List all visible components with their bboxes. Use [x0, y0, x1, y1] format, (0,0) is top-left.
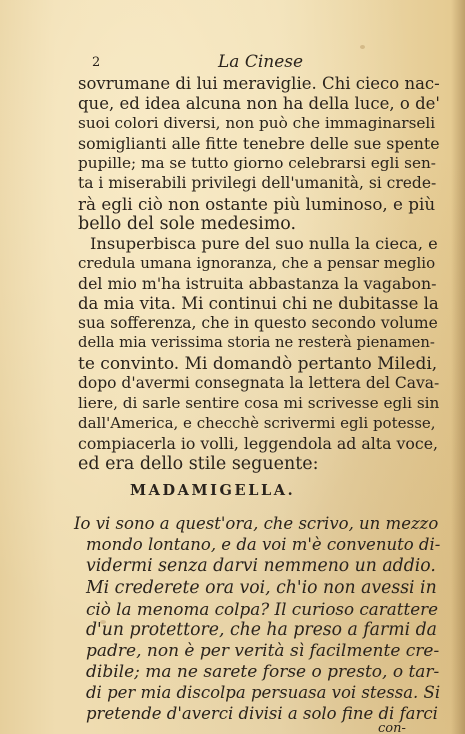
text-line: suoi colori diversi, non può che immaginarseli	[78, 114, 436, 132]
text-line: que, ed idea alcuna non ha della luce, o de'	[78, 94, 440, 113]
text-line: della mia verissima storia ne resterà pienamen-	[78, 334, 435, 351]
foxing-spot	[360, 45, 365, 49]
page-edge-shadow	[451, 0, 465, 734]
text-line: somiglianti alle fitte tenebre delle sue spente	[78, 134, 440, 153]
text-line: del mio m'ha istruita abbastanza la vagabon-	[78, 274, 437, 293]
letter-line: Mi crederete ora voi, ch'io non avessi in	[86, 578, 437, 598]
letter-line: mondo lontano, e da voi m'è convenuto di-	[86, 535, 441, 554]
text-line: dall'America, e checchè scrivermi egli potesse,	[78, 414, 436, 432]
text-line: rà egli ciò non ostante più luminoso, e più	[78, 194, 436, 214]
text-line: pupille; ma se tutto giorno celebrarsi egli sen-	[78, 154, 436, 172]
letter-line: di per mia discolpa persuasa voi stessa. Si	[86, 683, 441, 702]
running-title: La Cinese	[218, 52, 304, 72]
letter-line: vidermi senza darvi nemmeno un addio.	[86, 556, 436, 576]
text-line: te convinto. Mi domandò pertanto Miledi,	[78, 354, 438, 374]
text-line: da mia vita. Mi continui chi ne dubitasse la	[78, 294, 439, 313]
letter-line: d'un protettore, che ha preso a farmi da	[86, 620, 437, 640]
text-line: ta i miserabili privilegi dell'umanità, si crede-	[78, 174, 437, 192]
text-line: dopo d'avermi consegnata la lettera del Cava-	[78, 374, 440, 392]
letter-line: pretende d'averci divisi a solo fine di farci	[86, 704, 438, 723]
page-number: 2	[92, 55, 101, 70]
text-line: liere, di sarle sentire cosa mi scrivesse egli sin	[78, 394, 440, 412]
letter-line: Io vi sono a quest'ora, che scrivo, un mezzo	[74, 514, 439, 533]
text-line: sua sofferenza, che in questo secondo volume	[78, 314, 438, 332]
letter-line: padre, non è per verità sì facilmente cre-	[86, 641, 440, 661]
catchword: con-	[378, 721, 406, 734]
text-line: compiacerla io volli, leggendola ad alta voce,	[78, 434, 439, 453]
text-line: bello del sole medesimo.	[78, 214, 297, 234]
letter-line: dibile; ma ne sarete forse o presto, o tar-	[86, 662, 440, 682]
text-line: credula umana ignoranza, che a pensar meglio	[78, 254, 436, 272]
letter-line: ciò la menoma colpa? Il curioso carattere	[86, 599, 439, 619]
text-line: Insuperbisca pure del suo nulla la cieca, e	[90, 234, 438, 253]
section-heading: MADAMIGELLA.	[130, 482, 296, 499]
text-line: ed era dello stile seguente:	[78, 454, 319, 474]
text-line: sovrumane di lui meraviglie. Chi cieco nac-	[78, 74, 440, 93]
